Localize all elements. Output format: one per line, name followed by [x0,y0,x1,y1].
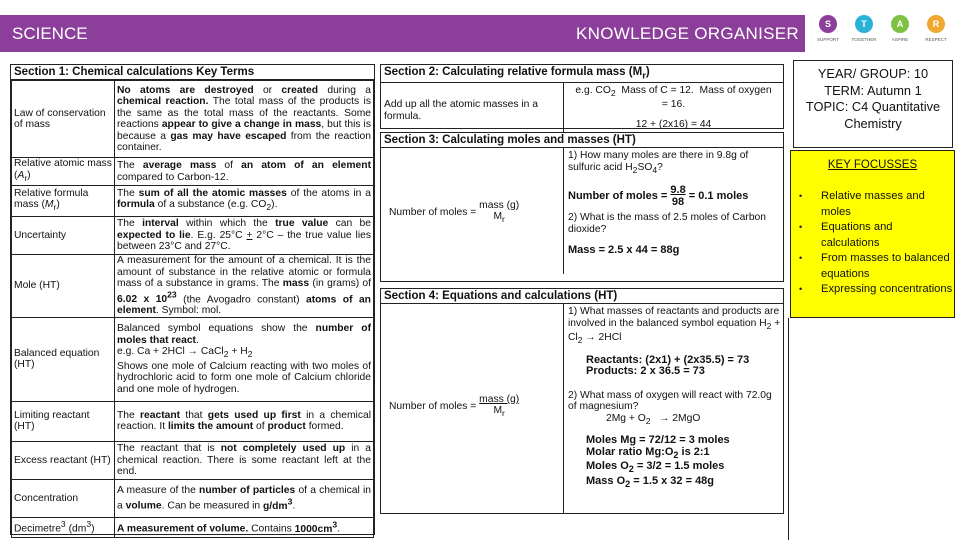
focus-item-text: Equations and calculations [821,221,893,249]
section2-method: Add up all the atomic masses in a formula. [381,83,564,139]
definition-cell: Balanced symbol equations show the number of moles that react. e.g. Ca + 2HCl → CaCl$_2$ + $H_2$ Shows one mole of Calcium reacting with two moles of hydrochloric acid to form one mole of Calcium chloride and one mole of hydrogen. [115,317,374,401]
logo-aspire [884,15,916,42]
section2-title: Section 2: Calculating relative formula mass $(M_r)$ [381,65,783,83]
answer-line: Moles $O_2 = 3/2 = 1.5$ moles [586,460,725,475]
year-group: YEAR/ GROUP: 10 [817,66,929,81]
table-row [12,255,374,318]
logo-caption: TOGETHER [851,37,877,42]
term: TERM: Autumn 1 [824,82,922,98]
focus-item-text: Relative masses and moles [821,190,925,218]
info-box [793,60,953,148]
answer1-numerator: 9.8 [670,184,686,197]
formula-denominator: $M_r$ [493,405,505,419]
formula-denominator: $M_r$ [493,211,505,225]
formula-lhs: Number of moles = [389,400,480,412]
logo-circle: T [855,15,873,33]
header-bar [0,15,805,52]
section4-title: Section 4: Equations and calculations (HT) [381,289,783,304]
section4-examples [564,304,783,514]
section4-question1: 1) What masses of reactants and products are involved in the balanced symbol equation $H_2 + Cl_2 \to 2HCl$ [568,306,781,346]
term-cell: Limiting reactant (HT) [12,401,115,441]
section2-example-line2: = 16. [661,99,686,111]
logo-circle: S [819,15,837,33]
formula-fraction [479,200,519,224]
section1-panel [10,64,375,535]
section3-examples [564,148,783,274]
list-item [791,251,954,282]
section4-answer1 [568,355,781,378]
section4-equation: $2Mg + O_2 \to 2MgO$ [606,412,701,426]
logo-caption: ASPIRE [891,37,909,42]
formula-numerator: mass (g) [479,200,520,211]
table-row [12,186,374,217]
answer1-products: Products: 2 x 36.5 = 73 [586,365,705,378]
formula-fraction [479,394,519,418]
subject-label: SCIENCE [12,24,88,43]
table-row [12,81,374,158]
logo-together [848,15,880,42]
section2-example-line1: e.g. $CO_2$ Mass of C = 12. Mass of oxygen [575,85,772,99]
answer-line: Molar ratio $Mg:O_2$ is 2:1 [586,445,710,460]
key-focusses-box [790,150,955,318]
table-row [12,441,374,479]
definition-cell: The interval within which the true value can be expected to lie. E.g. 25°C + 2°C – the true value lies between 23°C and 27°C. [115,217,374,255]
section3-answer1 [568,184,781,208]
table-row [12,217,374,255]
section4-answer2 [568,435,781,491]
section4-panel [380,288,784,514]
definition-cell: A measurement for the amount of a chemical. It is the amount of substance in the relative atomic or formula mass of a substance in grams. The mass (in grams) of 6.02 x $10^{23}$ (the Avogadro constant) atoms of an element. Symbol: mol. [115,255,374,318]
definition-cell: A measure of the number of particles of a chemical in a volume. Can be measured in $g/dm^3$. [115,479,374,517]
table-row [12,479,374,517]
logo-caption: SUPPORT [817,37,839,42]
term-cell: Mole (HT) [12,255,115,318]
list-item [791,189,954,220]
table-row [12,317,374,401]
answer1-denominator: 98 [671,196,685,209]
focus-item-text: From masses to balanced equations [821,252,950,280]
formula-lhs: Number of moles = [389,206,480,218]
page-title: KNOWLEDGE ORGANISER [576,24,799,43]
term-cell: Relative formula mass $(M_r)$ [12,186,115,217]
section4-question2: 2) What mass of oxygen will react with 72.0g of magnesium? [568,389,772,413]
section2-panel [380,64,784,129]
logo-support [812,15,844,42]
focus-item-text: Expressing concentrations [821,283,953,295]
definition-cell: The average mass of an atom of an element compared to Carbon-12. [115,158,374,186]
definition-cell: The sum of all the atomic masses of the atoms in a formula of a substance (e.g. $CO_2$). [115,186,374,217]
values-logos [812,15,952,55]
term-cell: Excess reactant (HT) [12,441,115,479]
formula-numerator: mass (g) [479,394,520,405]
term-cell: Relative atomic mass $(A_r)$ [12,158,115,186]
list-item [791,282,954,298]
key-focusses-title: KEY FOCUSSES [827,159,918,171]
definition-cell: The reactant that gets used up first in a chemical reaction. It limits the amount of product formed. [115,401,374,441]
section3-formula [381,148,564,274]
term-cell: Decimetre$^3$ $(dm^3)$ [12,517,115,537]
logo-caption: RESPECT [925,37,947,42]
logo-circle: R [927,15,945,33]
bullet-icon: • [799,191,803,201]
table-row [12,158,374,186]
section3-question1: 1) How many moles are there in 9.8g of sulfuric acid $H_2SO_4$? [568,150,749,176]
answer1-rhs: = 0.1 moles [685,189,749,202]
section3-panel [380,132,784,282]
table-row [12,517,374,537]
divider-line [788,318,789,540]
term-cell: Law of conservation of mass [12,81,115,158]
term-cell: Concentration [12,479,115,517]
bullet-icon: • [799,284,803,294]
answer1-lhs: Number of moles = [568,189,671,202]
section4-formula [381,304,564,514]
section3-answer2: Mass = 2.5 x 44 = 88g [568,244,680,257]
table-row [12,401,374,441]
answer1-reactants: Reactants: (2x1) + (2x35.5) = 73 [586,353,750,366]
logo-circle: A [891,15,909,33]
answer-line: Moles Mg = 72/12 = 3 moles [586,434,730,447]
bullet-icon: • [799,222,803,232]
section1-title: Section 1: Chemical calculations Key Terms [11,65,374,80]
topic: TOPIC: C4 Quantitative Chemistry [805,99,941,131]
definition-cell: No atoms are destroyed or created during a chemical reaction. The total mass of the products is the same as the total mass of the reactants. Some reactions appear to give a change in mass, but this is because a gas may have escaped from the reaction container. [115,81,374,158]
section3-title: Section 3: Calculating moles and masses (HT) [381,133,783,148]
key-focusses-list [791,189,954,298]
list-item [791,220,954,251]
section3-question2: 2) What is the mass of 2.5 moles of Carbon dioxide? [568,212,767,236]
key-terms-table [11,80,374,538]
term-cell: Uncertainty [12,217,115,255]
section2-example [564,83,783,139]
term-cell: Balanced equation (HT) [12,317,115,401]
logo-respect [920,15,952,42]
definition-cell: The reactant that is not completely used up in a chemical reaction. There is some reactant left at the end. [115,441,374,479]
definition-cell: A measurement of volume. Contains $1000cm^3$. [115,517,374,537]
bullet-icon: • [799,253,803,263]
answer-line: Mass $O_2 = 1.5$ x 32 = 48g [586,475,715,490]
section2-example-line3: 12 + (2x16) = 44 [635,119,712,131]
